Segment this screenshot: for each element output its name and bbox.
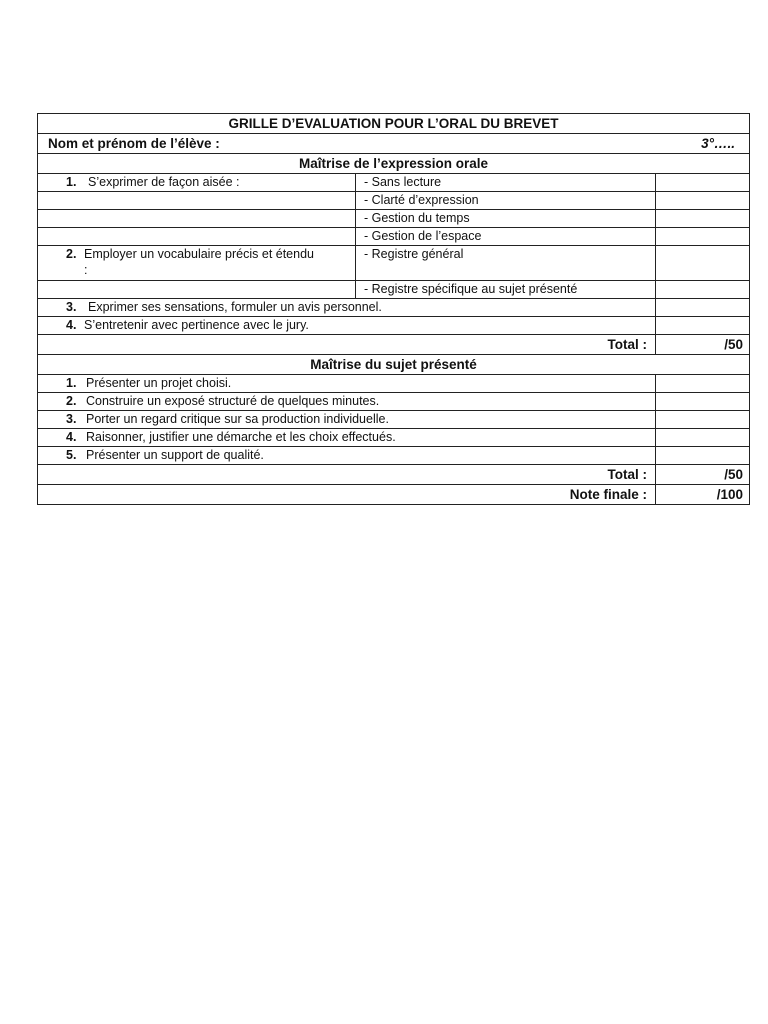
criterion-cell xyxy=(38,393,656,411)
criterion-label: Exprimer ses sensations, formuler un avis personnel. xyxy=(88,300,382,314)
score-cell[interactable] xyxy=(656,375,750,393)
criterion-number: 2. xyxy=(66,394,77,408)
criterion-cell xyxy=(38,375,656,393)
criterion-number: 1. xyxy=(66,175,77,189)
sub-criterion-cell: - Registre général xyxy=(356,246,656,281)
empty-criterion-cell xyxy=(38,192,356,210)
criterion-label: Porter un regard critique sur sa production individuelle. xyxy=(86,412,389,426)
criterion-label: Raisonner, justifier une démarche et les choix effectués. xyxy=(86,430,396,444)
total-label: Total : xyxy=(38,335,656,355)
criterion-number: 3. xyxy=(66,412,77,426)
criterion-label: Présenter un projet choisi. xyxy=(86,376,232,390)
student-cell[interactable] xyxy=(38,134,750,154)
criterion-cell xyxy=(38,299,656,317)
table-row xyxy=(38,411,750,429)
total-score-cell[interactable]: /50 xyxy=(656,335,750,355)
score-cell[interactable] xyxy=(656,393,750,411)
score-cell[interactable] xyxy=(656,429,750,447)
criterion-cell xyxy=(38,246,356,281)
criterion-cell xyxy=(38,411,656,429)
total-row xyxy=(38,335,750,355)
table-row xyxy=(38,192,750,210)
table-row xyxy=(38,281,750,299)
score-cell[interactable] xyxy=(656,317,750,335)
total-label: Total : xyxy=(38,465,656,485)
final-score-cell[interactable]: /100 xyxy=(656,485,750,505)
criterion-number: 2. xyxy=(66,247,77,261)
criterion-cell xyxy=(38,174,356,192)
table-row xyxy=(38,174,750,192)
criterion-label: Construire un exposé structuré de quelques minutes. xyxy=(86,394,380,408)
criterion-cell xyxy=(38,317,656,335)
grid-title: GRILLE D’EVALUATION POUR L’ORAL DU BREVET xyxy=(38,114,750,134)
final-label: Note finale : xyxy=(38,485,656,505)
table-row xyxy=(38,210,750,228)
student-name-label: Nom et prénom de l’élève : xyxy=(48,136,220,151)
final-row xyxy=(38,485,750,505)
table-row xyxy=(38,447,750,465)
criterion-number: 4. xyxy=(66,318,77,332)
criterion-label: S’exprimer de façon aisée : xyxy=(88,175,240,189)
criterion-number: 1. xyxy=(66,376,77,390)
section2-items xyxy=(38,375,750,465)
section-heading-row xyxy=(38,355,750,375)
score-cell[interactable] xyxy=(656,174,750,192)
criterion-number: 3. xyxy=(66,300,77,314)
score-cell[interactable] xyxy=(656,447,750,465)
empty-criterion-cell xyxy=(38,281,356,299)
sub-criterion-cell: - Gestion de l’espace xyxy=(356,228,656,246)
section-heading-expression: Maîtrise de l’expression orale xyxy=(38,154,750,174)
criterion-label: Présenter un support de qualité. xyxy=(86,448,264,462)
table-row xyxy=(38,246,750,281)
student-class-label: 3°….. xyxy=(701,136,736,151)
sub-criterion-cell: - Sans lecture xyxy=(356,174,656,192)
sub-criterion-cell: - Clarté d’expression xyxy=(356,192,656,210)
table-row xyxy=(38,393,750,411)
criterion-number: 4. xyxy=(66,430,77,444)
table-row xyxy=(38,299,750,317)
criterion-label: Employer un vocabulaire précis et étendu : xyxy=(84,247,314,277)
criterion-label: S’entretenir avec pertinence avec le jury. xyxy=(84,318,309,332)
title-row xyxy=(38,114,750,134)
score-cell[interactable] xyxy=(656,299,750,317)
sub-criterion-cell: - Gestion du temps xyxy=(356,210,656,228)
score-cell[interactable] xyxy=(656,228,750,246)
sub-criterion-cell: - Registre spécifique au sujet présenté xyxy=(356,281,656,299)
student-row xyxy=(38,134,750,154)
score-cell[interactable] xyxy=(656,411,750,429)
section-heading-row xyxy=(38,154,750,174)
empty-criterion-cell xyxy=(38,210,356,228)
score-cell[interactable] xyxy=(656,192,750,210)
table-row xyxy=(38,375,750,393)
total-score-cell[interactable]: /50 xyxy=(656,465,750,485)
score-cell[interactable] xyxy=(656,281,750,299)
table-row xyxy=(38,429,750,447)
section-heading-subject: Maîtrise du sujet présenté xyxy=(38,355,750,375)
criterion-number: 5. xyxy=(66,448,77,462)
score-cell[interactable] xyxy=(656,246,750,281)
score-cell[interactable] xyxy=(656,210,750,228)
table-row xyxy=(38,228,750,246)
empty-criterion-cell xyxy=(38,228,356,246)
total-row xyxy=(38,465,750,485)
criterion-cell xyxy=(38,447,656,465)
criterion-cell xyxy=(38,429,656,447)
evaluation-grid xyxy=(37,113,750,505)
table-row xyxy=(38,317,750,335)
